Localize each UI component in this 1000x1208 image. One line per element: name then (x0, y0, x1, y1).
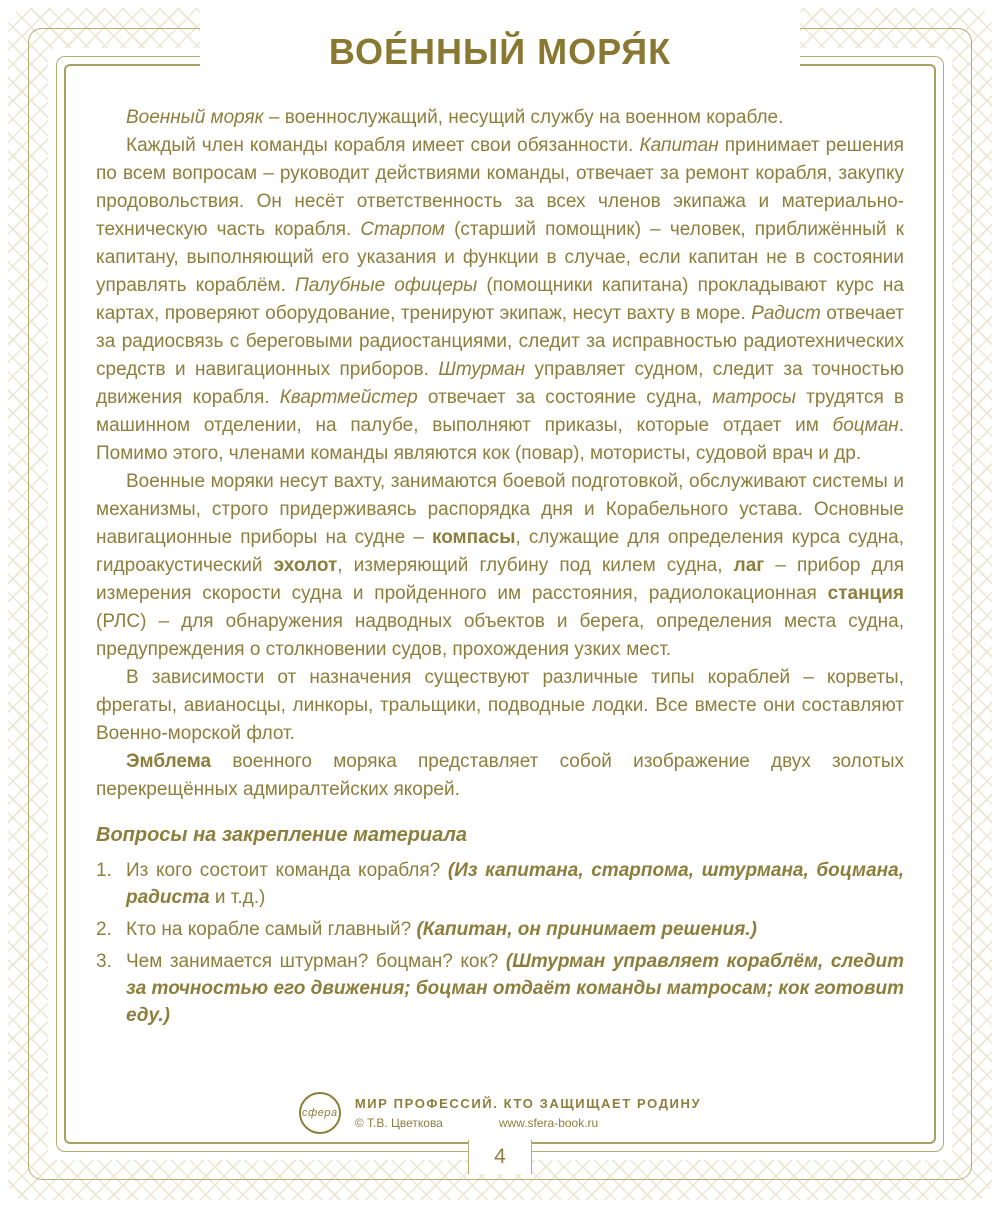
article-paragraph: Военные моряки несут вахту, занимаются боевой подготовкой, обслуживают системы и механизмы, строго придерживаясь распорядка дня и Корабельного устава. Основные навигационные приборы на судне – компасы, служащие для определения курса судна, гидроакустический эхолот, измеряющий глубину под килем судна, лаг – прибор для измерения скорости судна и пройденного им расстояния, радиолокационная станция (РЛС) – для обнаружения надводных объектов и берега, определения места судна, предупреждения о столкновении судов, прохождения узких мест. (96, 471, 904, 660)
question-item (96, 948, 904, 1029)
series-title: МИР ПРОФЕССИЙ. КТО ЗАЩИЩАЕТ РОДИНУ (354, 1096, 702, 1111)
page-title: ВОЕ́ННЫЙ МОРЯ́К (328, 31, 672, 72)
article-body (96, 104, 904, 804)
publisher-footer (96, 1092, 904, 1136)
article-paragraph: Военный моряк – военнослужащий, несущий службу на военном корабле. (126, 107, 784, 128)
question-number: 1. (96, 860, 112, 881)
logo-text: сфера (301, 1107, 338, 1119)
title-plate (200, 4, 800, 100)
page-number: 4 (494, 1145, 506, 1168)
questions-heading: Вопросы на закрепление материала (96, 824, 468, 846)
question-number: 3. (96, 951, 112, 972)
article-paragraph: Эмблема военного моряка представляет собой изображение двух золотых перекрещённых адмиралтейских якорей. (96, 751, 904, 800)
copyright-notice: © Т.В. Цветкова (354, 1116, 443, 1130)
question-text: Кто на корабле самый главный? (Капитан, он принимает решения.) (126, 919, 757, 940)
question-number: 2. (96, 919, 112, 940)
article-paragraph: Каждый член команды корабля имеет свои обязанности. Капитан принимает решения по всем вопросам – руководит действиями команды, отвечает за ремонт корабля, закупку продовольствия. Он несёт ответственность за всех членов экипажа и материально-техническую часть корабля. Старпом (старший помощник) – человек, приближённый к капитану, выполняющий его указания и функции в случае, если капитан не в состоянии управлять кораблём. Палубные офицеры (помощники капитана) прокладывают курс на картах, проверяют оборудование, тренируют экипаж, несут вахту в море. Радист отвечает за радиосвязь с береговыми радиостанциями, следит за исправностью радиотехнических средств и навигационных приборов. Штурман управляет судном, следит за точностью движения корабля. Квартмейстер отвечает за состояние судна, матросы трудятся в машинном отделении, на палубе, выполняют приказы, которые отдает им боцман. Помимо этого, членами команды являются кок (повар), мотористы, судовой врач и др. (96, 135, 904, 464)
question-text: Из кого состоит команда корабля? (Из капитана, старпома, штурмана, боцмана, радиста и т.д.) (126, 860, 904, 908)
question-text: Чем занимается штурман? боцман? кок? (Штурман управляет кораблём, следит за точностью его движения; боцман отдаёт команды матросам; кок готовит еду.) (126, 951, 904, 1026)
footer-text-block (355, 1096, 701, 1130)
question-item (96, 916, 904, 943)
article-paragraph: В зависимости от назначения существуют различные типы кораблей – корветы, фрегаты, авианосцы, линкоры, тральщики, подводные лодки. Все вместе они составляют Военно-морской флот. (96, 667, 904, 744)
page-number-plate (468, 1140, 532, 1174)
publisher-website: www.sfera-book.ru (498, 1116, 599, 1130)
page-content (96, 104, 904, 1136)
sfera-publisher-logo (299, 1092, 341, 1134)
questions-list (96, 857, 904, 1029)
question-item (96, 857, 904, 911)
footer-meta-line (355, 1116, 701, 1130)
